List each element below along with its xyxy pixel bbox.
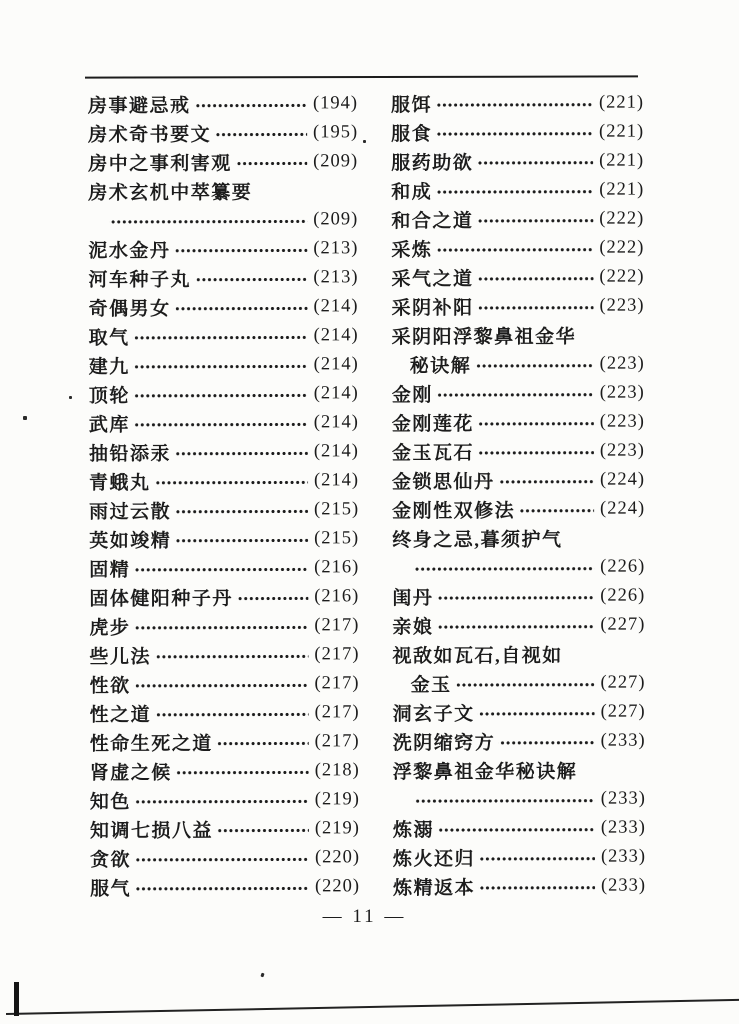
entry-page-number: (214) xyxy=(313,325,359,346)
entry-page-number: (226) xyxy=(600,556,646,577)
toc-entry xyxy=(89,582,359,612)
entry-title: 金刚性双修法 xyxy=(392,500,516,523)
dot-leader xyxy=(134,785,309,814)
dot-leader xyxy=(173,234,307,263)
toc-entry xyxy=(89,379,359,409)
entry-title: 金刚莲花 xyxy=(391,413,474,436)
entry-page-number: (223) xyxy=(599,353,645,374)
entry-page-number: (223) xyxy=(599,382,645,403)
dot-leader xyxy=(109,205,307,235)
entry-title: 固体健阳种子丹 xyxy=(89,588,233,610)
entry-title: 洞玄子文 xyxy=(392,703,475,726)
entry-title: 采气之道 xyxy=(391,268,474,291)
entry-title: 和成 xyxy=(391,182,433,204)
dot-leader xyxy=(476,263,593,292)
entry-title: 知色 xyxy=(89,791,131,813)
toc-entry xyxy=(89,292,359,322)
toc-entry xyxy=(392,524,645,554)
toc-entry xyxy=(393,872,646,902)
toc-entry xyxy=(89,495,359,525)
entry-title: 视敌如瓦石,自视如 xyxy=(392,645,563,668)
toc-entry xyxy=(391,205,644,235)
toc-entry xyxy=(392,408,645,438)
dot-leader xyxy=(498,466,594,495)
scan-artifact-speck xyxy=(363,140,366,143)
entry-title: 秘诀解 xyxy=(409,355,472,378)
toc-entry xyxy=(90,669,360,699)
entry-page-number: (219) xyxy=(314,818,360,839)
toc-entry xyxy=(393,814,646,844)
dot-leader xyxy=(455,669,595,698)
entry-page-number: (194) xyxy=(312,93,359,114)
toc-entry xyxy=(89,611,359,641)
entry-title: 虎步 xyxy=(89,617,131,639)
entry-page-number: (195) xyxy=(313,122,359,143)
entry-title: 采炼 xyxy=(391,240,433,262)
toc-entry xyxy=(89,350,359,380)
entry-page-number: (209) xyxy=(313,151,359,172)
entry-page-number: (227) xyxy=(600,672,646,693)
toc-entry xyxy=(392,582,645,612)
entry-page-number: (214) xyxy=(313,383,359,404)
entry-page-number: (223) xyxy=(599,440,645,461)
entry-title: 金玉 xyxy=(410,675,452,697)
entry-title: 知调七损八益 xyxy=(89,820,213,842)
dot-leader xyxy=(133,321,308,350)
entry-title: 英如竣精 xyxy=(89,530,172,552)
dot-leader xyxy=(154,698,308,727)
entry-page-number: (226) xyxy=(600,585,646,606)
entry-page-number: (213) xyxy=(313,267,359,288)
entry-title: 洗阴缩窍方 xyxy=(392,732,496,755)
toc-entry xyxy=(391,118,644,148)
entry-page-number: (223) xyxy=(599,411,645,432)
entry-page-number: (221) xyxy=(599,179,645,200)
entry-page-number: (217) xyxy=(314,673,360,694)
entry-title: 亲娘 xyxy=(392,617,434,639)
toc-entry xyxy=(89,466,359,496)
entry-page-number: (214) xyxy=(313,412,359,433)
entry-title: 采阴补阳 xyxy=(391,297,474,320)
entry-page-number: (233) xyxy=(600,730,646,751)
entry-page-number: (220) xyxy=(314,876,361,897)
toc-entry xyxy=(393,698,646,728)
entry-title: 服气 xyxy=(90,878,132,900)
dot-leader xyxy=(518,495,594,524)
dot-leader xyxy=(476,205,593,234)
entry-page-number: (221) xyxy=(599,150,645,171)
entry-title: 奇偶男女 xyxy=(88,298,171,320)
toc-entry xyxy=(89,437,359,467)
dot-leader xyxy=(133,553,308,582)
entry-page-number: (218) xyxy=(314,760,360,781)
entry-page-number: (224) xyxy=(599,498,646,519)
toc-entry xyxy=(90,785,360,815)
page-number-label: — 11 — xyxy=(322,906,407,927)
entry-title: 炼精返本 xyxy=(393,877,476,900)
entry-page-number: (214) xyxy=(313,354,359,375)
dot-leader xyxy=(478,872,595,901)
entry-page-number: (233) xyxy=(600,846,647,867)
dot-leader xyxy=(134,872,309,901)
dot-leader xyxy=(194,89,307,118)
entry-page-number: (213) xyxy=(313,238,359,259)
entry-page-number: (216) xyxy=(314,586,360,607)
dot-leader xyxy=(174,495,308,524)
entry-page-number: (221) xyxy=(598,92,645,113)
toc-entry xyxy=(391,89,644,119)
dot-leader xyxy=(194,263,307,292)
entry-page-number: (214) xyxy=(313,470,360,491)
entry-title: 炼火还归 xyxy=(392,848,476,871)
entry-title: 终身之忌,暮须护气 xyxy=(392,529,563,552)
entry-page-number: (217) xyxy=(314,644,360,665)
toc-entry xyxy=(89,640,359,670)
toc-entry xyxy=(391,176,644,206)
entry-page-number: (215) xyxy=(314,528,360,549)
dot-leader xyxy=(133,350,308,379)
entry-title: 青蛾丸 xyxy=(89,472,151,494)
entry-page-number: (217) xyxy=(314,702,360,723)
toc-entry xyxy=(88,205,358,235)
scan-artifact-bottom-edge xyxy=(6,999,739,1015)
toc-column-right xyxy=(391,89,646,902)
toc-entry xyxy=(392,321,645,351)
entry-page-number: (221) xyxy=(599,121,645,142)
entry-title: 取气 xyxy=(88,327,130,349)
toc-entry xyxy=(90,814,360,844)
toc-entry xyxy=(392,350,645,380)
entry-page-number: (222) xyxy=(599,237,645,258)
entry-page-number: (217) xyxy=(314,615,360,636)
toc-entry xyxy=(88,176,358,206)
toc-entry xyxy=(89,524,359,554)
entry-title: 房事避忌戒 xyxy=(88,95,191,117)
entry-title: 顶轮 xyxy=(88,385,130,407)
dot-leader xyxy=(216,814,309,843)
dot-leader xyxy=(216,727,309,756)
entry-title: 雨过云散 xyxy=(89,501,172,523)
scan-artifact-speck xyxy=(23,416,27,420)
toc-entry xyxy=(393,843,646,873)
entry-title: 和合之道 xyxy=(391,210,474,233)
dot-leader xyxy=(175,756,309,785)
toc-entry xyxy=(392,553,645,583)
entry-page-number: (214) xyxy=(313,296,359,317)
toc-entry xyxy=(391,234,644,264)
toc-entry xyxy=(393,727,646,757)
entry-page-number: (216) xyxy=(314,557,360,578)
header-rule xyxy=(85,75,638,79)
entry-page-number: (219) xyxy=(314,789,360,810)
dot-leader xyxy=(436,611,594,640)
entry-title: 房术奇书要文 xyxy=(88,124,212,146)
dot-leader xyxy=(436,379,594,408)
toc-entry xyxy=(88,263,358,293)
entry-page-number: (227) xyxy=(600,701,646,722)
toc-entry xyxy=(89,408,359,438)
entry-title: 金玉瓦石 xyxy=(391,442,474,465)
toc-entry xyxy=(392,640,645,670)
toc-entry xyxy=(393,669,646,699)
entry-page-number: (233) xyxy=(600,788,646,809)
toc-entry xyxy=(393,785,646,815)
dot-leader xyxy=(437,814,595,843)
entry-page-number: (222) xyxy=(599,208,645,229)
toc-entry xyxy=(89,321,359,351)
dot-leader xyxy=(133,408,308,437)
dot-leader xyxy=(133,611,308,640)
dot-leader xyxy=(174,292,308,321)
entry-title: 河车种子丸 xyxy=(88,269,192,291)
dot-leader xyxy=(214,118,307,147)
entry-title: 泥水金丹 xyxy=(88,240,171,262)
toc-entry xyxy=(90,727,360,757)
toc-columns xyxy=(88,89,646,902)
entry-title: 固精 xyxy=(89,559,131,581)
toc-entry xyxy=(88,234,358,264)
entry-title: 贪欲 xyxy=(89,849,132,871)
entry-title: 服食 xyxy=(391,124,433,146)
dot-leader xyxy=(498,727,594,756)
dot-leader xyxy=(478,698,595,727)
entry-title: 武库 xyxy=(88,414,130,436)
entry-title: 肾虚之候 xyxy=(89,762,172,784)
entry-page-number: (233) xyxy=(600,817,646,838)
entry-page-number: (220) xyxy=(314,847,361,868)
entry-page-number: (233) xyxy=(600,875,647,896)
toc-entry xyxy=(392,611,645,641)
toc-entry xyxy=(88,89,358,119)
scan-artifact-left-bar xyxy=(14,982,19,1016)
dot-leader xyxy=(414,785,595,814)
toc-entry xyxy=(90,872,360,902)
dot-leader xyxy=(474,350,593,379)
entry-title: 闺丹 xyxy=(392,588,434,610)
entry-page-number: (222) xyxy=(599,266,645,287)
toc-entry xyxy=(391,147,644,177)
dot-leader xyxy=(476,147,593,176)
entry-title: 房中之事利害观 xyxy=(88,153,232,175)
dot-leader xyxy=(413,553,594,582)
dot-leader xyxy=(154,466,308,495)
dot-leader xyxy=(435,89,593,118)
entry-page-number: (214) xyxy=(313,441,359,462)
entry-title: 金锁思仙丹 xyxy=(392,471,495,494)
entry-title: 采阴阳浮黎鼻祖金华 xyxy=(391,326,577,349)
toc-entry xyxy=(88,147,358,177)
toc-entry xyxy=(90,843,360,873)
toc-entry xyxy=(88,118,358,148)
scan-artifact-speck xyxy=(260,973,264,978)
dot-leader xyxy=(477,437,594,466)
entry-page-number: (209) xyxy=(313,209,359,230)
dot-leader xyxy=(236,582,308,611)
scan-artifact-speck xyxy=(69,396,72,399)
dot-leader xyxy=(478,843,595,872)
dot-leader xyxy=(477,408,594,437)
entry-title: 性之道 xyxy=(89,704,152,726)
entry-title: 服药助欲 xyxy=(391,152,474,175)
toc-entry xyxy=(392,437,645,467)
entry-title: 抽铅添汞 xyxy=(88,443,171,465)
toc-entry xyxy=(90,698,360,728)
dot-leader xyxy=(134,843,309,872)
toc-column-left xyxy=(88,89,360,902)
dot-leader xyxy=(133,379,308,408)
entry-page-number: (224) xyxy=(599,469,646,490)
entry-title: 浮黎鼻祖金华秘诀解 xyxy=(392,761,578,784)
toc-entry xyxy=(392,495,645,525)
dot-leader xyxy=(174,437,308,466)
entry-title: 服饵 xyxy=(391,95,433,117)
page-number xyxy=(88,906,641,928)
dot-leader xyxy=(435,118,593,147)
entry-title: 金刚 xyxy=(391,385,433,407)
dot-leader xyxy=(134,669,309,698)
dot-leader xyxy=(235,147,307,176)
dot-leader xyxy=(477,292,594,321)
entry-title: 性命生死之道 xyxy=(89,733,213,755)
entry-page-number: (215) xyxy=(313,499,360,520)
dot-leader xyxy=(435,176,593,205)
toc-entry xyxy=(392,466,645,496)
entry-title: 房术玄机中萃纂要 xyxy=(88,182,253,204)
toc-entry xyxy=(393,756,646,786)
entry-page-number: (223) xyxy=(599,295,645,316)
dot-leader xyxy=(436,582,594,611)
entry-page-number: (227) xyxy=(600,614,646,635)
entry-title: 些儿法 xyxy=(89,646,152,668)
entry-title: 建九 xyxy=(88,356,130,378)
entry-title: 性欲 xyxy=(89,675,131,697)
entry-page-number: (217) xyxy=(314,731,360,752)
dot-leader xyxy=(435,234,593,263)
toc-entry xyxy=(391,263,644,293)
toc-entry xyxy=(392,292,645,322)
toc-entry xyxy=(90,756,360,786)
toc-entry xyxy=(392,379,645,409)
dot-leader xyxy=(154,640,308,669)
entry-title: 炼溺 xyxy=(392,820,434,842)
toc-entry xyxy=(89,553,359,583)
dot-leader xyxy=(174,524,308,553)
